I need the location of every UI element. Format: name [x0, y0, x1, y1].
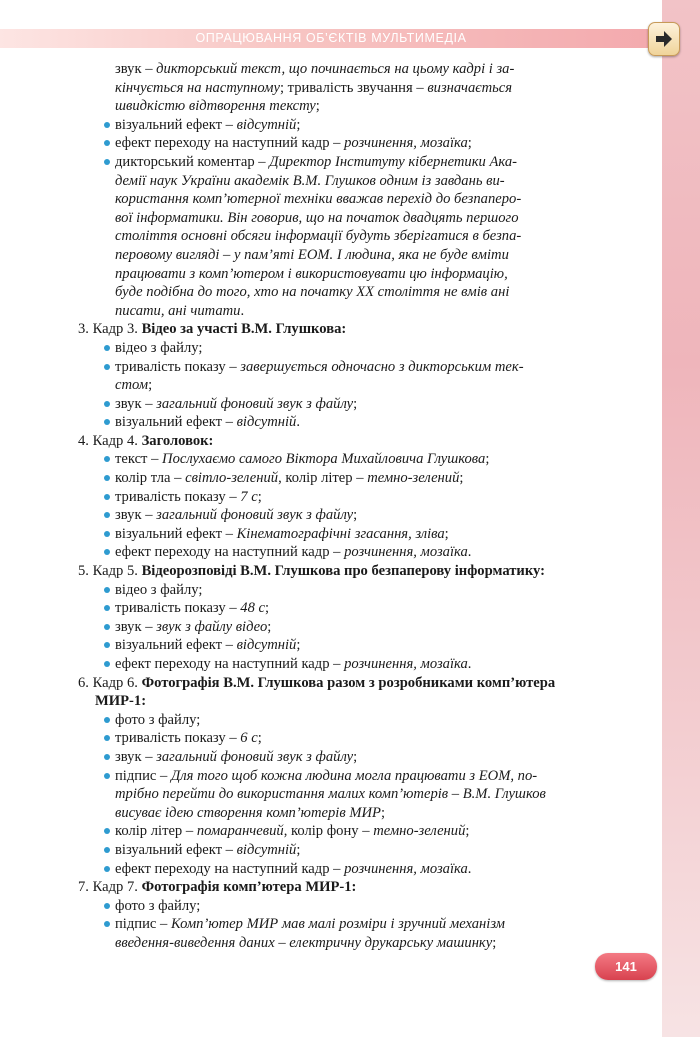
text: ; — [444, 525, 449, 542]
text: ; — [315, 98, 320, 115]
text: ; — [296, 116, 301, 133]
italic-text: працювати з комп’ютером і використовувати цю інформацію, — [115, 265, 508, 282]
text: ; — [257, 488, 262, 505]
text: звук – — [115, 748, 157, 765]
italic-text: відсутній — [236, 414, 297, 431]
list-item — [78, 915, 640, 934]
list-item — [78, 153, 640, 172]
text: ; — [465, 823, 470, 840]
italic-text: стом — [115, 377, 149, 394]
italic-text: писати, ані читати — [115, 302, 241, 319]
list-item-continuation — [78, 97, 640, 116]
italic-text: відсутній — [236, 841, 297, 858]
list-item-continuation — [78, 209, 640, 228]
list-item — [78, 358, 640, 377]
list-item-continuation — [78, 60, 640, 79]
list-item-continuation — [78, 376, 640, 395]
text: ефект переходу на наступний кадр – — [115, 860, 345, 877]
text: колір літер – — [115, 823, 197, 840]
frame-number: 4. Кадр 4. — [78, 432, 142, 449]
list-item — [78, 841, 640, 860]
list-item-continuation — [78, 785, 640, 804]
list-item — [78, 729, 640, 748]
italic-text: звук з файлу відео — [156, 618, 268, 635]
list-item — [78, 543, 640, 562]
text: дикторський коментар – — [115, 153, 270, 170]
list-item — [78, 450, 640, 469]
text: фото з файлу; — [115, 897, 201, 914]
list-item — [78, 488, 640, 507]
italic-text: розчинення, мозаїка — [344, 135, 468, 152]
list-item — [78, 748, 640, 767]
list-item-continuation — [78, 79, 640, 98]
list-item — [78, 506, 640, 525]
text: підпис – — [115, 916, 171, 933]
text: . — [467, 544, 472, 561]
list-item-continuation — [78, 283, 640, 302]
italic-text: загальний фоновий звук з файлу — [156, 507, 354, 524]
text: текст – — [115, 451, 163, 468]
list-item — [78, 655, 640, 674]
italic-text: завершується одночасно з дикторським тек- — [240, 358, 524, 375]
italic-text: дикторський текст, що починається на цьому кадрі і за- — [156, 61, 515, 77]
list-item — [78, 618, 640, 637]
italic-text: швидкістю відтворення тексту — [115, 98, 316, 115]
list-item — [78, 581, 640, 600]
italic-text: введення-виведення даних – електричну друкарську машинку — [115, 934, 493, 951]
text: . — [240, 302, 245, 319]
frame-heading — [78, 562, 640, 581]
text: ; тривалість звучання – — [279, 79, 428, 96]
list-item-continuation — [78, 265, 640, 284]
list-item-continuation — [78, 804, 640, 823]
italic-text: демії наук України академік В.М. Глушков одним із завдань ви- — [115, 172, 505, 189]
list-item — [78, 525, 640, 544]
italic-text: загальний фоновий звук з файлу — [156, 395, 354, 412]
list-item — [78, 116, 640, 135]
list-item-continuation — [78, 190, 640, 209]
frame-heading — [78, 878, 640, 897]
italic-text: 6 с — [240, 730, 258, 747]
frame-heading — [78, 320, 640, 339]
frame-heading — [78, 692, 640, 711]
list-item — [78, 897, 640, 916]
italic-text: Директор Інституту кібернетики Ака- — [269, 153, 518, 170]
text: звук – — [115, 61, 157, 77]
text: тривалість показу – — [115, 730, 241, 747]
italic-text: Кінематографічні згасання, зліва — [236, 525, 445, 542]
right-margin-band — [662, 0, 700, 1037]
frame-title: Фотографія комп’ютера МИР-1: — [141, 879, 357, 896]
text: ; — [257, 730, 262, 747]
text: ефект переходу на наступний кадр – — [115, 135, 345, 152]
list-item — [78, 711, 640, 730]
text: звук – — [115, 507, 157, 524]
italic-text: 48 с — [240, 600, 265, 617]
list-item-continuation — [78, 302, 640, 321]
list-item-continuation — [78, 934, 640, 953]
text: ; — [353, 748, 358, 765]
italic-text: користання комп’ютерної техніки вважав перехід до безпаперо- — [115, 191, 522, 208]
text: ; — [296, 841, 301, 858]
italic-text: розчинення, мозаїка — [344, 544, 468, 561]
list-item — [78, 395, 640, 414]
text: . — [467, 860, 472, 877]
list-item — [78, 134, 640, 153]
list-item — [78, 599, 640, 618]
text: ; — [467, 135, 472, 152]
italic-text: темно-зелений — [367, 470, 460, 487]
italic-text: загальний фоновий звук з файлу — [156, 748, 354, 765]
frame-number: 5. Кадр 5. — [78, 563, 142, 580]
text: візуальний ефект – — [115, 525, 237, 542]
italic-text: Комп’ютер МИР мав малі розміри і зручний механізм — [170, 916, 505, 933]
frame-title: МИР-1: — [95, 693, 147, 710]
text: тривалість показу – — [115, 600, 241, 617]
text: ; — [267, 618, 272, 635]
text: фото з файлу; — [115, 711, 201, 728]
text: підпис – — [115, 767, 171, 784]
text: , колір фону – — [283, 823, 374, 840]
text: ; — [148, 377, 153, 394]
text: ; — [459, 470, 464, 487]
next-page-button[interactable] — [648, 22, 680, 56]
italic-text: відсутній — [236, 116, 297, 133]
text: ; — [265, 600, 270, 617]
list-item — [78, 860, 640, 879]
italic-text: розчинення, мозаїка — [344, 860, 468, 877]
text: звук – — [115, 618, 157, 635]
italic-text: перовому вигляді – у пам’яті ЕОМ. І людина, яка не буде вміти — [115, 246, 509, 263]
italic-text: кінчується на наступному — [115, 79, 280, 96]
italic-text: вої інформатики. Він говорив, що на початок двадцять першого — [115, 209, 519, 226]
frame-heading — [78, 674, 640, 693]
frame-title: Фотографія В.М. Глушкова разом з розробниками комп’ютера — [141, 674, 556, 691]
italic-text: Послухаємо самого Віктора Михайловича Глушкова — [162, 451, 486, 468]
frame-heading — [78, 432, 640, 451]
italic-text: визначається — [427, 79, 513, 96]
arrow-right-icon — [653, 28, 675, 50]
list-item — [78, 413, 640, 432]
italic-text: відсутній — [236, 637, 297, 654]
text: . — [296, 414, 301, 431]
frame-title: Відеорозповіді В.М. Глушкова про безпаперову інформатику: — [141, 563, 545, 580]
text: тривалість показу – — [115, 358, 241, 375]
chapter-title: ОПРАЦЮВАННЯ ОБ’ЄКТІВ МУЛЬТИМЕДІА — [195, 31, 467, 45]
text: ; — [353, 395, 358, 412]
text: , колір літер – — [278, 470, 368, 487]
italic-text: Для того щоб кожна людина могла працювати з ЕОМ, по- — [170, 767, 538, 784]
page-number: 141 — [615, 959, 637, 974]
frame-number: 3. Кадр 3. — [78, 321, 142, 338]
italic-text: висуває ідею створення комп’ютерів МИР — [115, 804, 381, 821]
text: колір тла – — [115, 470, 186, 487]
list-item — [78, 469, 640, 488]
list-item — [78, 339, 640, 358]
text: візуальний ефект – — [115, 116, 237, 133]
list-item-continuation — [78, 172, 640, 191]
text: візуальний ефект – — [115, 637, 237, 654]
text: звук – — [115, 395, 157, 412]
text: відео з файлу; — [115, 581, 203, 598]
text: ефект переходу на наступний кадр – — [115, 656, 345, 672]
text: візуальний ефект – — [115, 841, 237, 858]
text: ; — [380, 804, 385, 821]
text: ефект переходу на наступний кадр – — [115, 544, 345, 561]
italic-text: трібно перейти до використання малих комп’ютерів – В.М. Глушков — [115, 786, 546, 803]
italic-text: розчинення, мозаїка — [344, 656, 468, 672]
list-item — [78, 767, 640, 786]
text: ; — [353, 507, 358, 524]
italic-text: світло-зелений — [185, 470, 279, 487]
text: відео з файлу; — [115, 339, 203, 356]
text: . — [467, 656, 472, 672]
frame-number: 6. Кадр 6. — [78, 674, 142, 691]
italic-text: буде подібна до того, хто на початку ХХ століття не вмів ані — [115, 284, 510, 301]
list-item-continuation — [78, 227, 640, 246]
frame-title: Відео за участі В.М. Глушкова: — [141, 321, 347, 338]
italic-text: помаранчевий — [196, 823, 284, 840]
text: ; — [296, 637, 301, 654]
italic-text: 7 с — [240, 488, 258, 505]
frame-title: Заголовок: — [141, 432, 214, 449]
text: тривалість показу – — [115, 488, 241, 505]
text: візуальний ефект – — [115, 414, 237, 431]
page-content — [78, 60, 640, 953]
italic-text: темно-зелений — [373, 823, 466, 840]
italic-text: століття основні обсяги інформації будуть зберігатися в безпа- — [115, 228, 522, 245]
list-item — [78, 636, 640, 655]
list-item-continuation — [78, 246, 640, 265]
text: ; — [492, 934, 497, 951]
frame-number: 7. Кадр 7. — [78, 879, 142, 896]
list-item — [78, 822, 640, 841]
text: ; — [485, 451, 490, 468]
